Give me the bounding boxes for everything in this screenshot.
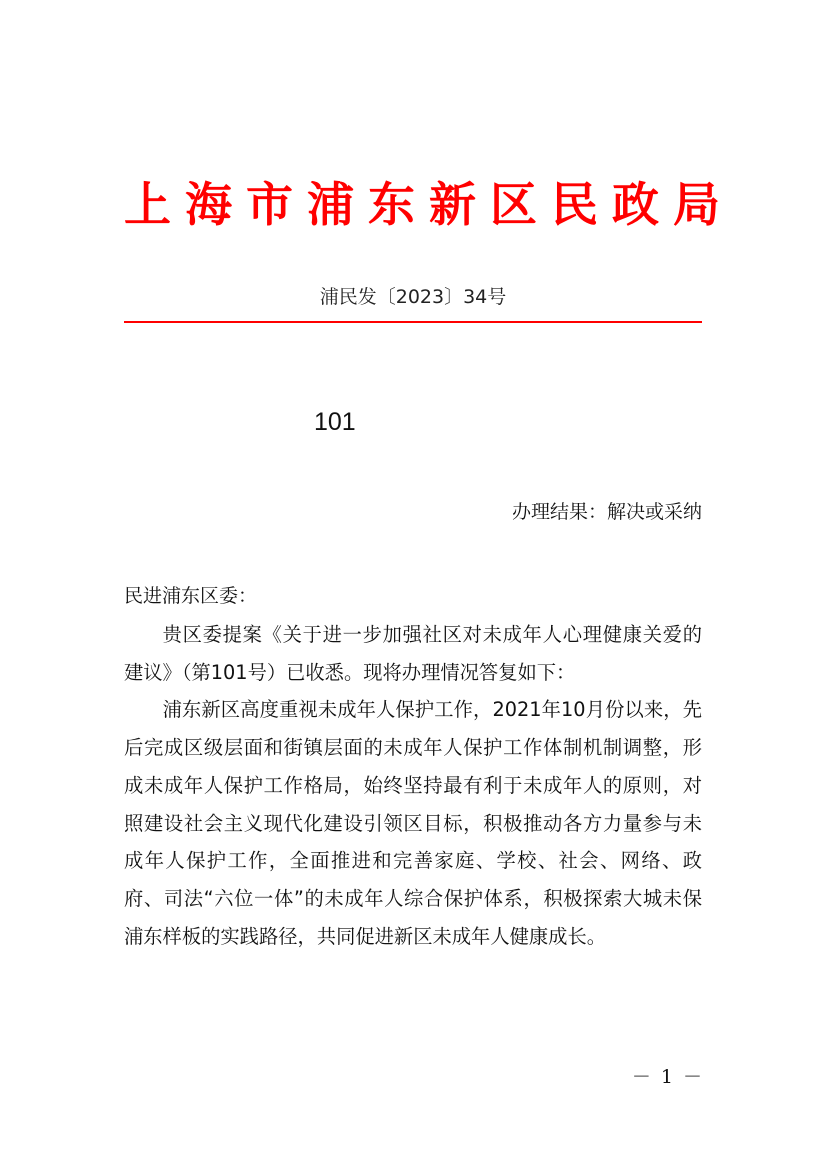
proposal-reference-number: 101 bbox=[314, 408, 356, 436]
document-number: 浦民发〔2023〕34号 bbox=[319, 286, 507, 308]
handling-result: 办理结果：解决或采纳 bbox=[511, 501, 702, 523]
paragraph-overview: 浦东新区高度重视未成年人保护工作，2021年10月份以来，先后完成区级层面和街镇层面的未成年人保护工作体制机制调整，形成未成年人保护工作格局，始终坚持最有利于未成年人的原则，对照建设社会主义现代化建设引领区目标，积极推动各方力量参与未成年人保护工作，全面推进和完善家庭、学校、社会、网络、政府、司法“六位一体”的未成年人综合保护体系，积极探索大城未保浦东样板的实践路径，共同促进新区未成年人健康成长。 bbox=[124, 698, 702, 948]
salutation: 民进浦东区委： bbox=[124, 585, 258, 607]
red-divider bbox=[124, 321, 702, 323]
agency-title: 上海市浦东新区民政局 bbox=[124, 178, 734, 233]
body-text bbox=[124, 616, 702, 955]
paragraph-acknowledgement: 贵区委提案《关于进一步加强社区对未成年人心理健康关爱的建议》（第101号）已收悉。现将办理情况答复如下： bbox=[124, 623, 702, 684]
page-number: － 1 － bbox=[631, 1066, 704, 1088]
